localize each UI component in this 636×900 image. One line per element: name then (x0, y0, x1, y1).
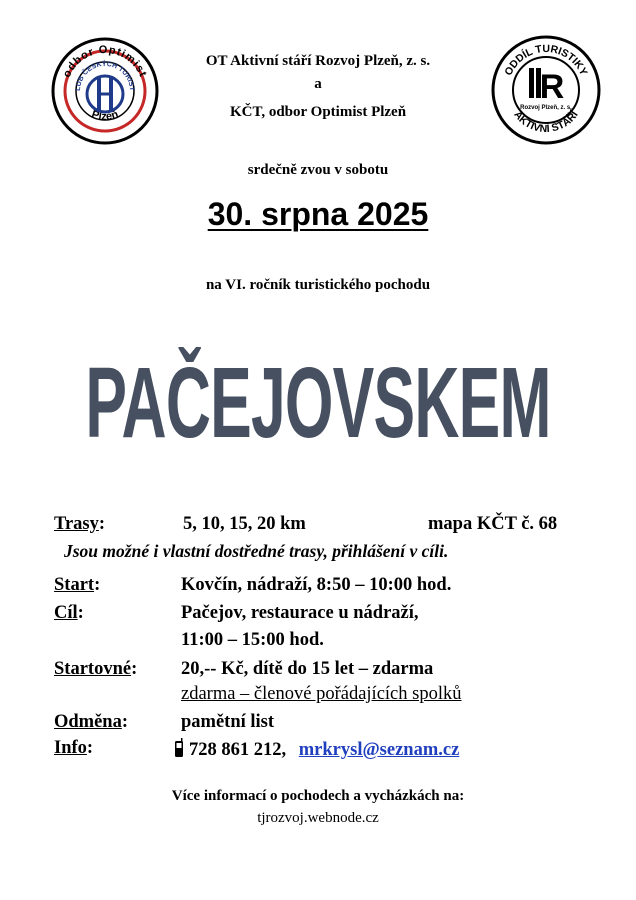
organizer-2: KČT, odbor Optimist Plzeň (229, 104, 407, 120)
svg-text:Plzeň: Plzeň (90, 108, 121, 123)
info-label-row (54, 738, 93, 759)
start-value: Kovčín, nádraží, 8:50 – 10:00 hod. (181, 575, 452, 595)
svg-text:R: R (539, 68, 565, 106)
info-value (173, 738, 459, 761)
svg-text:KLUB ČESKÝCH TURISTŮ: LUB ČESKÝCH TURIST (74, 60, 136, 92)
more-info-text: Více informací o pochodech a vycházkách na: (171, 788, 465, 804)
svg-text:AKTIVNÍ STÁŘÍ: AKTIVNÍ STÁŘÍ (511, 108, 581, 136)
fee-value-line1: 20,-- Kč, dítě do 15 let – zdarma (181, 659, 434, 679)
reward-label-row (54, 712, 128, 733)
svg-text:Rozvoj Plzeň, z. s.: Rozvoj Plzeň, z. s. (520, 105, 572, 111)
finish-value-line1: Pačejov, restaurace u nádraží, (181, 603, 419, 623)
info-colon: : (86, 738, 94, 758)
organizer-1: OT Aktivní stáří Rozvoj Plzeň, z. s. (205, 53, 431, 69)
reward-label: Odměna (54, 712, 122, 732)
mobile-phone-icon (173, 738, 185, 758)
routes-value: 5, 10, 15, 20 km (183, 514, 306, 534)
reward-value: pamětní list (181, 712, 275, 732)
organizer-conjunction: a (314, 76, 322, 92)
routes-colon: : (98, 514, 106, 534)
invitation-text: srdečně zvou v sobotu (247, 162, 389, 178)
routes-row (54, 514, 105, 535)
email-link[interactable]: mrkrysl@seznam.cz (298, 740, 460, 760)
start-colon: : (94, 575, 101, 595)
routes-label: Trasy (54, 514, 99, 534)
event-title: PAČEJOVSKEM (85, 346, 551, 458)
svg-text:odbor Optimist: odbor Optimist (60, 43, 150, 80)
event-date: 30. srpna 2025 (207, 196, 429, 232)
fee-value-line2: zdarma – členové pořádajících spolků (181, 684, 462, 704)
routes-note: Jsou možné i vlastní dostředné trasy, přihlášení v cíli. (64, 541, 449, 561)
info-label: Info (54, 738, 87, 758)
website-url[interactable]: tjrozvoj.webnode.cz (257, 810, 379, 826)
start-label-row (54, 575, 100, 596)
fee-label: Startovné (54, 659, 132, 679)
fee-label-row (54, 659, 137, 680)
fee-colon: : (131, 659, 138, 679)
edition-text: na VI. ročník turistického pochodu (205, 277, 431, 293)
phone-number: 728 861 212, (189, 740, 287, 760)
finish-value-line2: 11:00 – 15:00 hod. (181, 630, 324, 650)
svg-text:ODDÍL TURISTIKY: ODDÍL TURISTIKY (502, 42, 590, 78)
finish-label: Cíl (54, 603, 78, 623)
map-reference: mapa KČT č. 68 (428, 514, 558, 534)
finish-colon: : (77, 603, 84, 623)
finish-label-row (54, 603, 84, 624)
start-label: Start (54, 575, 95, 595)
reward-colon: : (121, 712, 129, 732)
